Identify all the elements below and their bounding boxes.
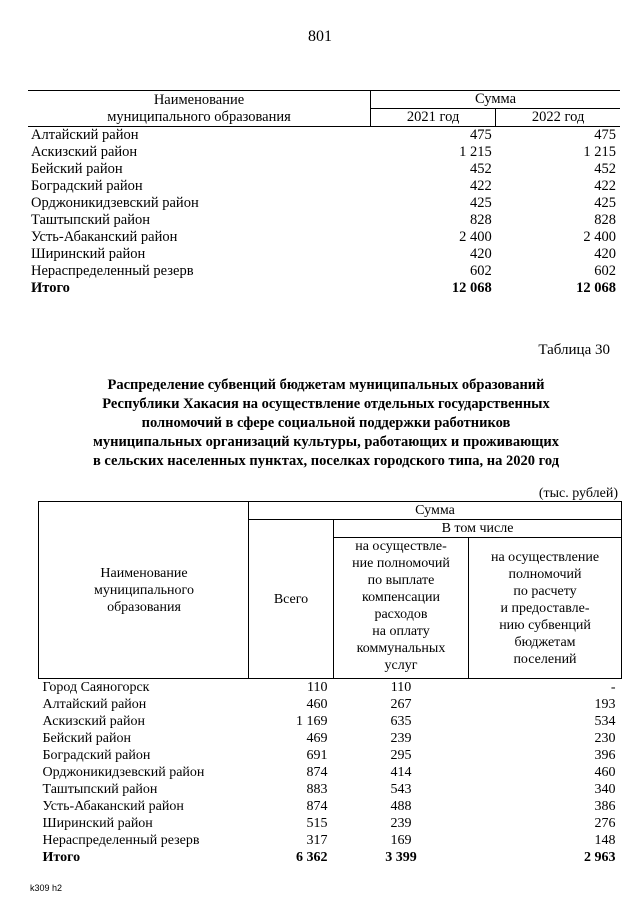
- row-name: Боградский район: [31, 178, 143, 194]
- row-name: Бейский район: [31, 161, 123, 177]
- row-value-2022: 452: [594, 161, 616, 177]
- row-name: Город Саяногорск: [42, 680, 150, 695]
- unit-note: (тыс. рублей): [538, 486, 618, 501]
- table-row: [39, 815, 622, 832]
- table-row: [39, 781, 622, 798]
- subsidy-table-2020: [38, 501, 622, 866]
- row-compensation: 635: [390, 714, 412, 729]
- title-line: Республики Хакасия на осуществление отдельных государственных: [102, 396, 550, 412]
- row-calculation: 460: [594, 765, 616, 780]
- row-total: 469: [306, 731, 328, 746]
- row-value-2021: 12 068: [451, 280, 492, 296]
- row-compensation: 414: [390, 765, 412, 780]
- table-row: [28, 161, 620, 178]
- title-line: Распределение субвенций бюджетам муниципальных образований: [107, 377, 545, 393]
- row-total: 460: [306, 697, 328, 712]
- including-header: В том числе: [334, 520, 622, 538]
- row-compensation: 488: [390, 799, 412, 814]
- sum-column-header: Сумма: [371, 91, 621, 109]
- row-value-2021: 425: [470, 195, 492, 211]
- row-value-2022: 425: [594, 195, 616, 211]
- row-calculation: 396: [594, 748, 616, 763]
- row-value-2021: 475: [470, 127, 492, 143]
- header-line: по выплате: [367, 573, 435, 588]
- row-name: Нераспределенный резерв: [31, 263, 194, 279]
- table-row: [28, 127, 620, 145]
- row-name: Нераспределенный резерв: [42, 833, 200, 848]
- subsidy-table-2021-2022: [28, 90, 620, 297]
- footer-code: k309 h2: [30, 883, 63, 893]
- row-total: 317: [306, 833, 328, 848]
- total-row: [39, 849, 622, 866]
- row-compensation: 295: [390, 748, 412, 763]
- row-value-2021: 420: [470, 246, 492, 262]
- header-line: расходов: [374, 607, 428, 622]
- row-total: 874: [306, 799, 328, 814]
- name-header-line2: муниципального образования: [107, 108, 291, 125]
- table-row: [28, 195, 620, 212]
- table-row: [28, 263, 620, 280]
- row-calculation: 230: [594, 731, 616, 746]
- row-name: Алтайский район: [31, 127, 139, 143]
- row-value-2021: 452: [470, 161, 492, 177]
- row-calculation: 340: [594, 782, 616, 797]
- row-value-2021: 2 400: [459, 229, 492, 245]
- row-name: Усть-Абаканский район: [31, 229, 178, 245]
- row-value-2021: 828: [470, 212, 492, 228]
- row-value-2022: 475: [594, 127, 616, 143]
- row-name: Алтайский район: [42, 697, 147, 712]
- header-line: ние полномочий: [352, 556, 450, 571]
- table-row: [28, 144, 620, 161]
- table-row: [39, 764, 622, 781]
- row-calculation: 193: [594, 697, 616, 712]
- year-2021-header: 2021 год: [371, 109, 496, 127]
- row-name: Аскизский район: [31, 144, 138, 160]
- header-line: коммунальных: [356, 641, 446, 656]
- row-name: Бейский район: [42, 731, 131, 746]
- name-header-line1: Наименование: [153, 91, 245, 108]
- row-compensation: 3 399: [385, 850, 417, 865]
- page-number: 801: [308, 28, 332, 45]
- total-row: [28, 280, 620, 297]
- table-row: [39, 747, 622, 764]
- table-row: [28, 212, 620, 229]
- row-name: Ширинский район: [31, 246, 146, 262]
- row-value-2022: 420: [594, 246, 616, 262]
- header-line: бюджетам: [514, 634, 576, 650]
- row-compensation: 543: [390, 782, 412, 797]
- header-line: услуг: [384, 658, 418, 673]
- name-column-header: [39, 502, 249, 679]
- calculation-column-header: [469, 538, 622, 679]
- title-line: муниципальных организаций культуры, работающих и проживающих: [92, 434, 560, 450]
- row-value-2021: 422: [470, 178, 492, 194]
- row-value-2021: 1 215: [459, 144, 492, 160]
- row-compensation: 110: [390, 680, 412, 695]
- row-total: 691: [306, 748, 328, 763]
- row-value-2022: 828: [594, 212, 616, 228]
- row-name: Орджоникидзевский район: [31, 195, 199, 211]
- row-calculation: 2 963: [584, 850, 616, 865]
- header-line: по расчету: [513, 583, 577, 599]
- table-row: [39, 713, 622, 730]
- row-value-2022: 12 068: [576, 280, 616, 296]
- row-total: 874: [306, 765, 328, 780]
- row-name: Таштыпский район: [31, 212, 151, 228]
- row-calculation: -: [610, 680, 616, 695]
- name-header-line: Наименование: [100, 565, 188, 581]
- row-value-2022: 2 400: [583, 229, 616, 245]
- row-name: Усть-Абаканский район: [42, 799, 184, 814]
- row-compensation: 239: [390, 816, 412, 831]
- row-name: Аскизский район: [42, 714, 145, 729]
- table-row: [28, 178, 620, 195]
- row-total: 110: [307, 680, 328, 695]
- header-line: на осуществление: [490, 549, 600, 565]
- table-row: [39, 798, 622, 815]
- table-label: Таблица 30: [538, 342, 610, 358]
- header-line: компенсации: [362, 590, 440, 605]
- row-total: 883: [306, 782, 328, 797]
- table-row: [39, 730, 622, 747]
- sum-column-header: Сумма: [249, 502, 622, 520]
- name-column-header: [28, 91, 371, 127]
- title-line: полномочий в сфере социальной поддержки работников: [141, 415, 511, 431]
- table-title: [30, 376, 622, 471]
- row-name: Ширинский район: [42, 816, 153, 831]
- row-total: 515: [306, 816, 328, 831]
- title-line: в сельских населенных пунктах, поселках городского типа, на 2020 год: [92, 453, 560, 469]
- table-row: [39, 679, 622, 697]
- header-line: поселений: [513, 651, 577, 667]
- row-calculation: 386: [594, 799, 616, 814]
- table-row: [39, 832, 622, 849]
- row-calculation: 534: [594, 714, 616, 729]
- row-compensation: 169: [390, 833, 412, 848]
- header-line: и предоставле-: [500, 600, 590, 616]
- row-name: Итого: [42, 850, 81, 865]
- total-column-header: Всего: [249, 520, 334, 679]
- header-line: нию субвенций: [499, 617, 591, 633]
- compensation-column-header: [334, 538, 469, 679]
- header-line: на оплату: [372, 624, 430, 639]
- table-row: [28, 229, 620, 246]
- row-value-2022: 602: [594, 263, 616, 279]
- row-name: Итого: [31, 280, 70, 296]
- header-line: полномочий: [508, 566, 582, 582]
- row-total: 6 362: [296, 850, 328, 865]
- header-line: на осуществле-: [355, 539, 447, 554]
- name-header-line: образования: [107, 599, 181, 615]
- row-calculation: 148: [594, 833, 616, 848]
- row-compensation: 239: [390, 731, 412, 746]
- row-value-2022: 1 215: [583, 144, 616, 160]
- table-row: [28, 246, 620, 263]
- row-value-2022: 422: [594, 178, 616, 194]
- year-2022-header: 2022 год: [496, 109, 620, 127]
- table-row: [39, 696, 622, 713]
- row-name: Орджоникидзевский район: [42, 765, 205, 780]
- row-value-2021: 602: [470, 263, 492, 279]
- row-compensation: 267: [390, 697, 412, 712]
- name-header-line: муниципального: [94, 582, 194, 598]
- row-calculation: 276: [594, 816, 616, 831]
- row-name: Таштыпский район: [42, 782, 158, 797]
- row-total: 1 169: [296, 714, 328, 729]
- row-name: Боградский район: [42, 748, 151, 763]
